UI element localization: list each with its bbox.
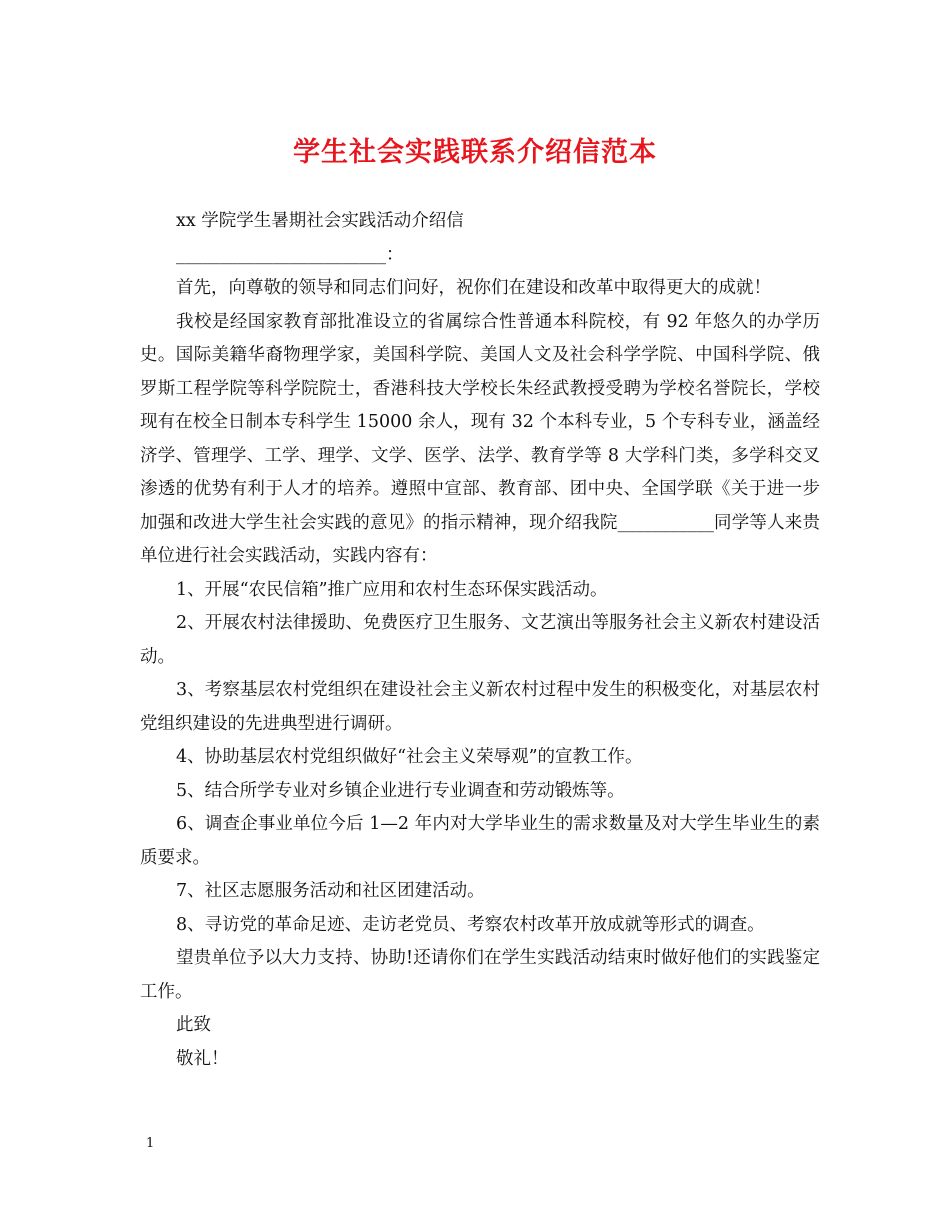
greeting-paragraph: 首先，向尊敬的领导和同志们问好，祝你们在建设和改革中取得更大的成就！ [176, 278, 771, 298]
list-item: 3、考察基层农村党组织在建设社会主义新农村过程中发生的积极变化，对基层农村党组织建设的先进典型进行调研。 [140, 680, 820, 734]
closing-paragraph: 望贵单位予以大力支持、协助!还请你们在学生实践活动结束时做好他们的实践鉴定工作。 [140, 948, 820, 1002]
salutation-line: ________________________： [176, 244, 404, 265]
list-item: 5、结合所学专业对乡镇企业进行专业调查和劳动锻炼等。 [176, 780, 625, 801]
list-item: 4、协助基层农村党组织做好“社会主义荣辱观”的宣教工作。 [176, 747, 643, 767]
document-body [140, 205, 820, 1076]
letter-subtitle: xx 学院学生暑期社会实践活动介绍信 [176, 211, 464, 231]
document-title: 学生社会实践联系介绍信范本 [293, 137, 657, 168]
list-item: 6、调查企事业单位今后 1—2 年内对大学毕业生的需求数量及对大学生毕业生的素质要求。 [140, 814, 820, 868]
list-item: 2、开展农村法律援助、免费医疗卫生服务、文艺演出等服务社会主义新农村建设活动。 [140, 613, 820, 667]
regards-line-2: 敬礼！ [176, 1048, 229, 1069]
list-item: 1、开展“农民信箱”推广应用和农村生态环保实践活动。 [176, 579, 608, 600]
intro-paragraph: 我校是经国家教育部批准设立的省属综合性普通本科院校，有 92 年悠久的办学历史。国际美籍华裔物理学家，美国科学院、美国人文及社会科学学院、中国科学院、俄罗斯工程学院等科学院院士，香港科技大学校长朱经武教授受聘为学校名誉院长，学校现有在校全日制本专科学生 15000 余人，现有 32 个本科专业，5 个专科专业，涵盖经济学、管理学、工学、理学、文学、医学、法学、教育学等 8 大学科门类，多学科交叉渗透的优势有利于人才的培养。遵照中宣部、教育部、团中央、全国学联《关于进一步加强和改进大学生社会实践的意见》的指示精神，现介绍我院___________同学等人来贵单位进行社会实践活动，实践内容有： [140, 311, 820, 566]
regards-line-1: 此致 [176, 1015, 211, 1035]
page-number: 1 [146, 1136, 155, 1151]
list-item: 7、社区志愿服务活动和社区团建活动。 [176, 881, 485, 901]
list-item: 8、寻访党的革命足迹、走访老党员、考察农村改革开放成就等形式的调查。 [176, 914, 765, 935]
